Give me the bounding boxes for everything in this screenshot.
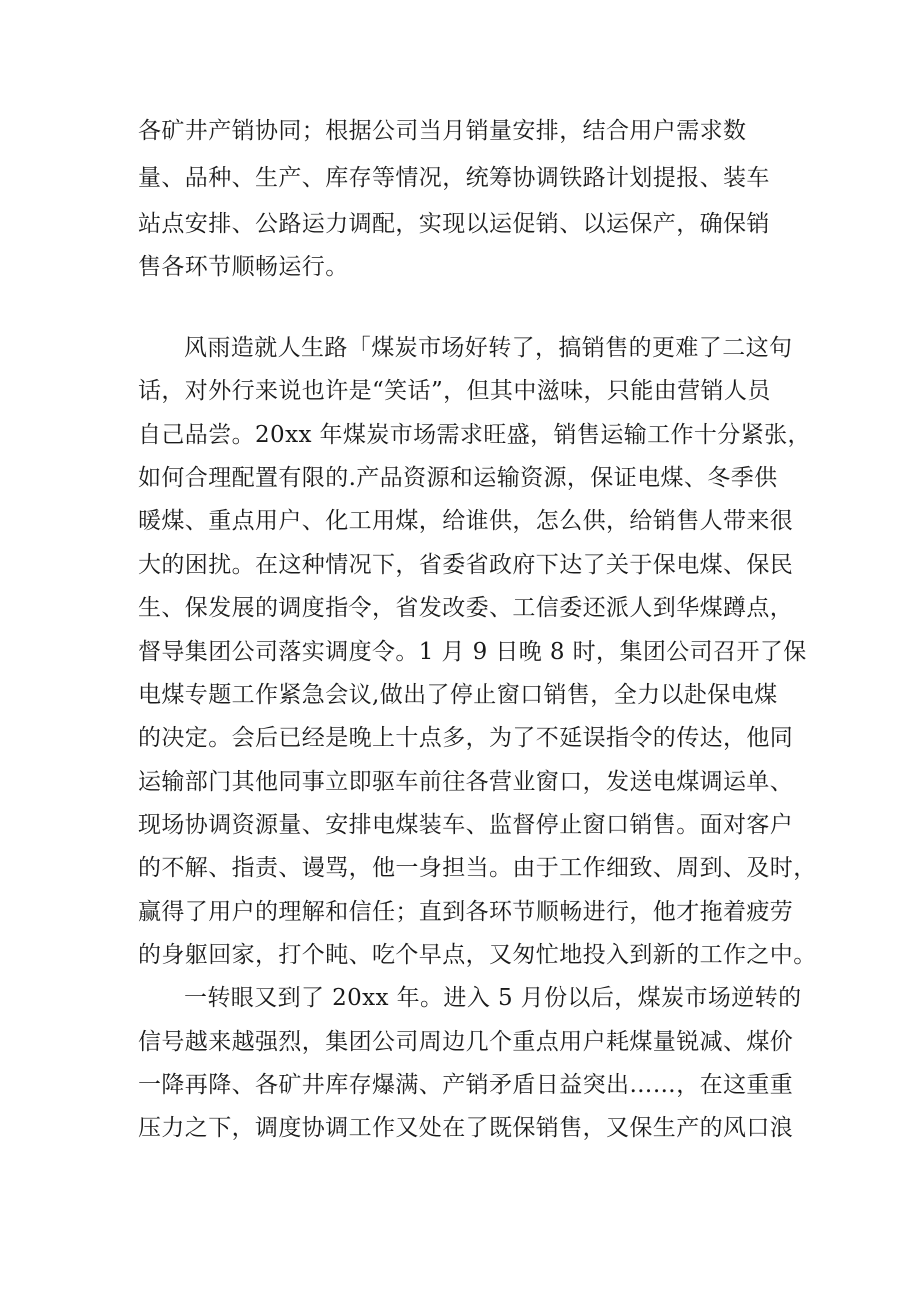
paragraph-3-line: 信号越来越强烈，集团公司周边几个重点用户耗煤量锐减、煤价 [138,1029,794,1055]
paragraph-1-line: 量、品种、生产、库存等情况，统筹协调铁路计划提报、装车 [138,165,770,191]
paragraph-2-line: 的身躯回家，打个盹、吃个早点，又匆忙地投入到新的工作之中。 [138,942,817,968]
paragraph-3-line: 压力之下，调度协调工作又处在了既保销售，又保生产的风口浪 [138,1115,794,1141]
paragraph-2-line: 的决定。会后已经是晚上十点多，为了不延误指令的传达，他同 [138,725,794,751]
paragraph-2-line: 自己品尝。20xx 年煤炭市场需求旺盛，销售运输工作十分紧张， [138,422,811,448]
paragraph-2-line: 电煤专题工作紧急会议,做出了停止窗口销售，全力以赴保电煤 [138,682,778,708]
paragraph-2-line: 的不解、指责、谩骂，他一身担当。由于工作细致、周到、及时， [138,855,817,881]
paragraph-1-line: 各矿井产销协同；根据公司当月销量安排，结合用户需求数 [138,118,747,144]
paragraph-3-line: 一降再降、各矿井库存爆满、产销矛盾日益突出……，在这重重 [138,1072,794,1098]
paragraph-2-line: 暖煤、重点用户、化工用煤，给谁供，怎么供，给销售人带来很 [138,508,794,534]
paragraph-2-line: 风雨造就人生路「煤炭市场好转了，搞销售的更难了二这句 [184,335,793,361]
paragraph-2-line: 赢得了用户的理解和信任；直到各环节顺畅进行，他才拖着疲劳 [138,899,794,925]
paragraph-2-line: 话，对外行来说也许是“笑话”，但其中滋味，只能由营销人员 [138,378,771,404]
paragraph-2-line: 现场协调资源量、安排电煤装车、监督停止窗口销售。面对客户 [138,812,794,838]
paragraph-2-line: 生、保发展的调度指令，省发改委、工信委还派人到华煤蹲点， [138,595,794,621]
paragraph-2-line: 如何合理配置有限的.产品资源和运输资源，保证电煤、冬季供 [138,465,778,491]
paragraph-1-line: 站点安排、公路运力调配，实现以运促销、以运保产，确保销 [138,211,770,237]
paragraph-3-line: 一转眼又到了 20xx 年。进入 5 月份以后，煤炭市场逆转的 [184,985,802,1011]
paragraph-2-line: 运输部门其他同事立即驱车前往各营业窗口，发送电煤调运单、 [138,769,794,795]
paragraph-2-line: 大的困扰。在这种情况下，省委省政府下达了关于保电煤、保民 [138,552,794,578]
paragraph-2-line: 督导集团公司落实调度令。1 月 9 日晚 8 时，集团公司召开了保 [138,639,807,665]
paragraph-1-line: 售各环节顺畅运行。 [138,254,349,280]
